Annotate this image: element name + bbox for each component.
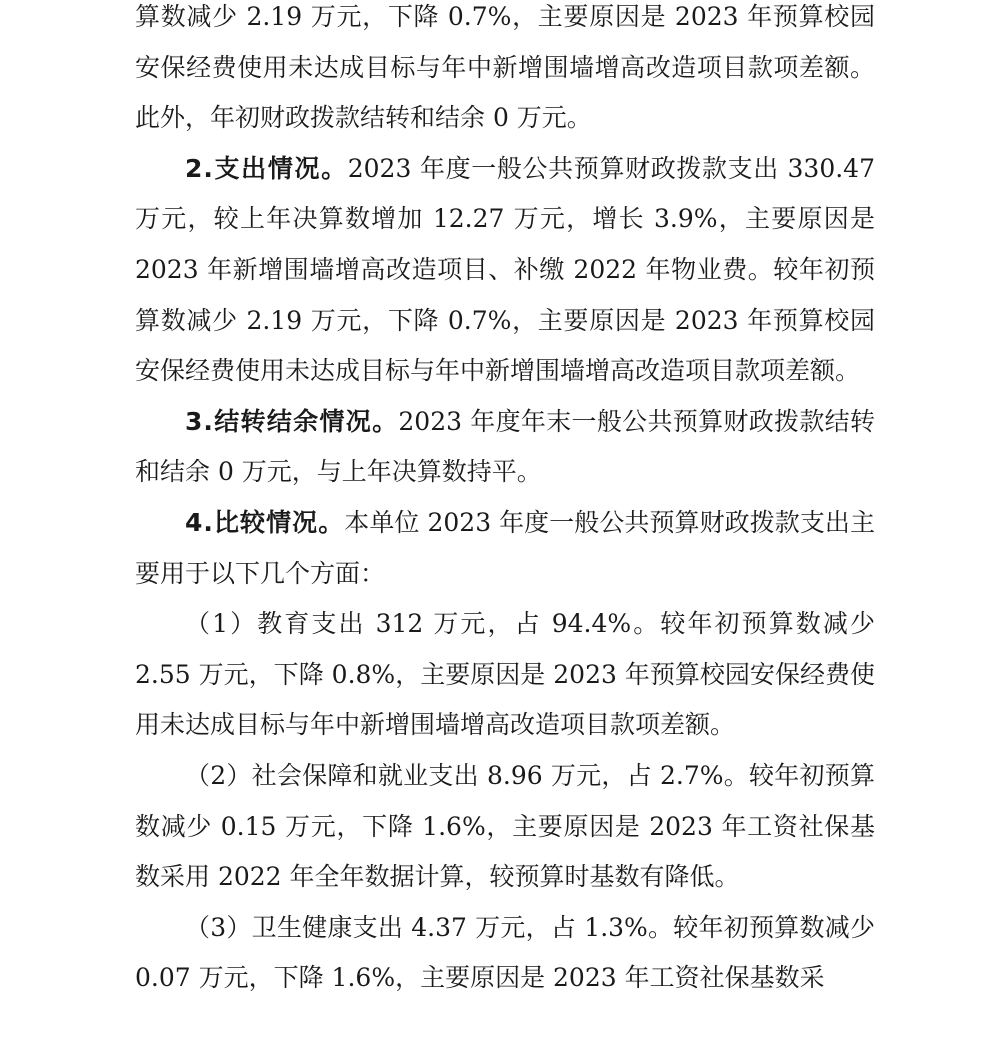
paragraph-item-health — [135, 903, 875, 1004]
section-heading-compare: 4.比较情况。 — [185, 507, 345, 537]
paragraph-text: 2023 年度一般公共预算财政拨款支出 330.47 万元，较上年决算数增加 12.27 万元，增长 3.9%，主要原因是 2023 年新增围墙增高改造项目、补缴 2022 年物业费。较年初预算数减少 2.19 万元，下降 0.7%，主要原因是 2023 年预算校园安保经费使用未达成目标与年中新增围墙增高改造项目款项差额。 — [135, 153, 875, 386]
paragraph-item-education — [135, 599, 875, 751]
section-heading-expense: 2.支出情况。 — [185, 153, 348, 183]
paragraph-carryover — [135, 397, 875, 498]
paragraph-text: 算数减少 2.19 万元，下降 0.7%，主要原因是 2023 年预算校园安保经费使用未达成目标与年中新增围墙增高改造项目款项差额。此外，年初财政拨款结转和结余 0 万元。 — [135, 2, 875, 133]
paragraph-item-social-security — [135, 751, 875, 903]
section-heading-carryover: 3.结转结余情况。 — [185, 406, 399, 436]
paragraph-text: （3）卫生健康支出 4.37 万元，占 1.3%。较年初预算数减少 0.07 万元，下降 1.6%，主要原因是 2023 年工资社保基数采 — [135, 912, 875, 993]
paragraph-expense — [135, 144, 875, 397]
paragraph-text: （1）教育支出 312 万元，占 94.4%。较年初预算数减少 2.55 万元，下降 0.8%，主要原因是 2023 年预算校园安保经费使用未达成目标与年中新增围墙增高改造项目款项差额。 — [135, 609, 875, 740]
paragraph-income-tail — [135, 0, 875, 144]
paragraph-compare — [135, 498, 875, 599]
paragraph-text: 本单位 2023 年度一般公共预算财政拨款支出主要用于以下几个方面： — [135, 507, 875, 588]
paragraph-text: 2023 年度年末一般公共预算财政拨款结转和结余 0 万元，与上年决算数持平。 — [135, 406, 875, 487]
paragraph-text: （2）社会保障和就业支出 8.96 万元，占 2.7%。较年初预算数减少 0.15 万元，下降 1.6%，主要原因是 2023 年工资社保基数采用 2022 年全年数据计算，较预算时基数有降低。 — [135, 760, 875, 892]
document-body — [135, 0, 875, 1004]
